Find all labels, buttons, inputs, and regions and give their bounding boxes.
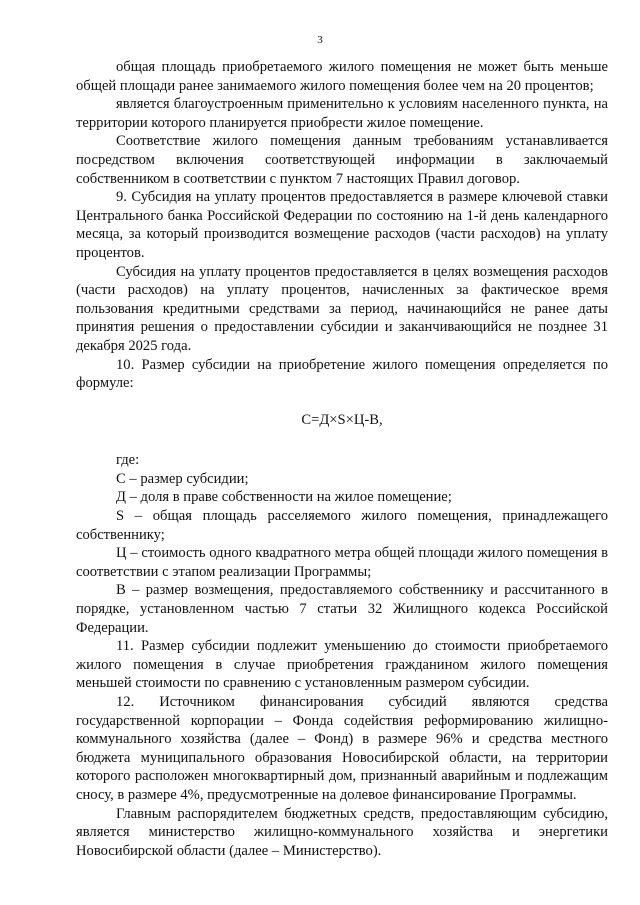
- paragraph-compliance: Соответствие жилого помещения данным требованиям устанавливается посредством включения соответствующей информации в заключаемый собственником в соответствии с пунктом 7 настоящих Правил договор.: [76, 133, 608, 187]
- paragraph-item-12: 12. Источником финансирования субсидий являются средства государственной корпорации – Фонда содействия реформированию жилищно-коммунального хозяйства (далее – Фонд) в размере 96% и средства местного бюджета муниципального образования Новосибирской области, на территории которого расположен многоквартирный дом, признанный аварийным и подлежащим сносу, в размере 4%, предусмотренные на долевое финансирование Программы.: [76, 694, 608, 803]
- definition-v: В – размер возмещения, предоставляемого собственнику и рассчитанного в порядке, установленном частью 7 статьи 32 Жилищного кодекса Российской Федерации.: [76, 582, 608, 636]
- definition-d: Д – доля в праве собственности на жилое помещение;: [116, 489, 452, 506]
- page-number: 3: [317, 34, 323, 46]
- definition-s: S – общая площадь расселяемого жилого помещения, принадлежащего собственнику;: [76, 508, 608, 543]
- paragraph-main-manager: Главным распорядителем бюджетных средств, предоставляющим субсидию, является министерство жилищно-коммунального хозяйства и энергетики Новосибирской области (далее – Министерство).: [76, 805, 608, 859]
- paragraph-area-requirement: общая площадь приобретаемого жилого помещения не может быть меньше общей площади ранее занимаемого жилого помещения более чем на 20 процентов;: [76, 59, 608, 94]
- paragraph-amenities-requirement: является благоустроенным применительно к условиям населенного пункта, на территории которого планируется приобрести жилое помещение.: [76, 96, 608, 131]
- paragraph-item-9: 9. Субсидия на уплату процентов предоставляется в размере ключевой ставки Центрального банка Российской Федерации по состоянию на 1-й день календарного месяца, за который производится возмещение расходов (части расходов) на уплату процентов.: [76, 189, 608, 261]
- definitions-intro: где:: [116, 452, 140, 469]
- document-body: [76, 58, 608, 860]
- paragraph-interest-subsidy: Субсидия на уплату процентов предоставляется в целях возмещения расходов (части расходов) на уплату процентов, начисленных за фактическое время пользования кредитными средствами за период, начинающийся не ранее даты принятия решения о предоставлении субсидии и заканчивающийся не позднее 31 декабря 2025 года.: [76, 263, 608, 354]
- subsidy-formula: С=Д×S×Ц-В,: [301, 411, 383, 428]
- definition-c: С – размер субсидии;: [116, 470, 249, 487]
- definition-ts: Ц – стоимость одного квадратного метра общей площади жилого помещения в соответствии с этапом реализации Программы;: [76, 545, 608, 580]
- paragraph-item-10: 10. Размер субсидии на приобретение жилого помещения определяется по формуле:: [76, 356, 608, 392]
- paragraph-item-11: 11. Размер субсидии подлежит уменьшению до стоимости приобретаемого жилого помещения в случае приобретения гражданином жилого помещения меньшей стоимости по сравнению с установленным размером субсидии.: [76, 638, 608, 692]
